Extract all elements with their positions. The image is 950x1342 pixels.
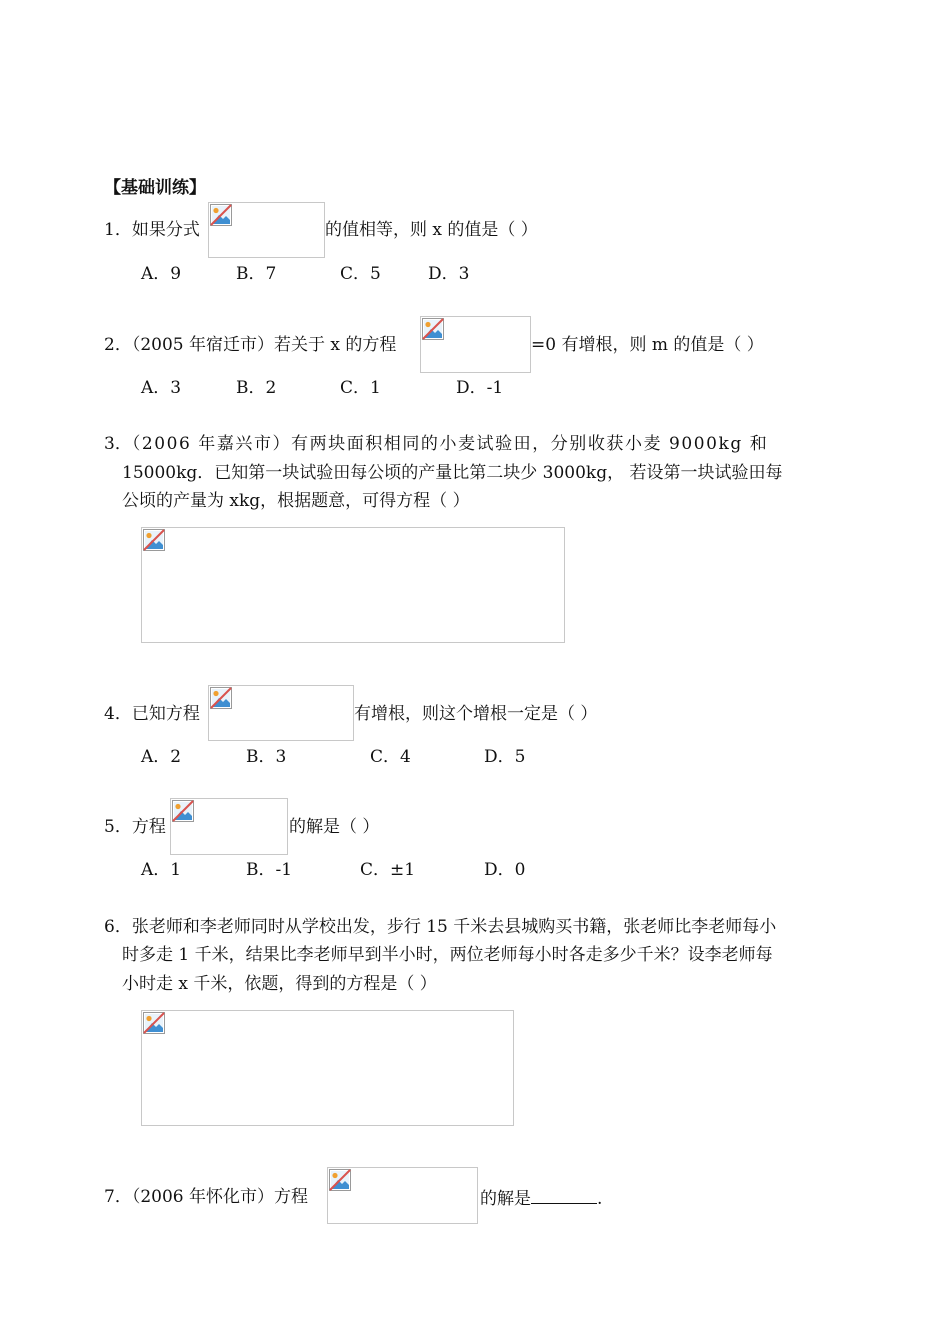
option-b: B．-1 — [246, 860, 293, 880]
broken-image-icon — [172, 800, 194, 822]
option-c: C．4 — [370, 747, 411, 767]
option-d: D．3 — [428, 264, 470, 284]
formula-image — [141, 1010, 514, 1126]
option-d: D．5 — [484, 747, 526, 767]
section-title: 【基础训练】 — [104, 178, 206, 198]
question-text-continued — [480, 1185, 602, 1211]
formula-image — [170, 798, 288, 855]
question-number: 7． — [104, 1187, 132, 1207]
question-text-line1: 张老师和李老师同时从学校出发，步行 15 千米去县城购买书籍，张老师比李老师每小 — [131, 917, 777, 937]
question-number: 3． — [104, 434, 132, 454]
question-number: 2． — [104, 335, 132, 355]
option-c: C．1 — [340, 378, 381, 398]
option-c: C．±1 — [360, 860, 416, 880]
formula-image — [141, 527, 565, 643]
question-text: 如果分式 — [131, 220, 200, 240]
question-text-continued: 有增根，则这个增根一定是（ ） — [354, 704, 598, 724]
question-number: 6． — [104, 917, 132, 937]
question-6 — [104, 915, 776, 939]
option-b: B．7 — [236, 264, 277, 284]
question-text-line1: （2006 年嘉兴市）有两块面积相同的小麦试验田，分别收获小麦 9000kg 和 — [131, 434, 769, 454]
question-7 — [104, 1185, 308, 1209]
option-a: A．2 — [141, 747, 182, 767]
option-a: A．9 — [141, 264, 182, 284]
question-number: 5． — [104, 817, 132, 837]
option-b: B．3 — [246, 747, 287, 767]
question-3 — [104, 432, 768, 456]
question-number: 1． — [104, 220, 132, 240]
formula-image — [420, 316, 531, 373]
broken-image-icon — [329, 1169, 351, 1191]
option-a: A．1 — [141, 860, 182, 880]
question-text: （2005 年宿迁市）若关于 x 的方程 — [131, 335, 397, 355]
broken-image-icon — [210, 204, 232, 226]
option-b: B．2 — [236, 378, 277, 398]
question-text-continued: 的值相等，则 x 的值是（ ） — [325, 220, 538, 240]
question-4 — [104, 702, 200, 726]
answer-blank — [531, 1185, 597, 1204]
question-text-line3: 小时走 x 千米，依题，得到的方程是（ ） — [122, 974, 437, 994]
option-d: D．0 — [484, 860, 526, 880]
question-text-line2: 15000kg．已知第一块试验田每公顷的产量比第二块少 3000kg， 若设第一块试验田每 — [122, 463, 783, 483]
question-text-line3: 公顷的产量为 xkg，根据题意，可得方程（ ） — [122, 491, 470, 511]
question-text-line2: 时多走 1 千米，结果比李老师早到半小时，两位老师每小时各走多少千米？设李老师每 — [122, 945, 773, 965]
question-text: 已知方程 — [131, 704, 200, 724]
question-5 — [104, 815, 166, 839]
question-2 — [104, 333, 396, 357]
formula-image — [208, 685, 354, 741]
question-end: . — [597, 1189, 603, 1209]
formula-image — [208, 202, 325, 258]
broken-image-icon — [422, 318, 444, 340]
broken-image-icon — [210, 687, 232, 709]
formula-image — [327, 1167, 478, 1224]
question-text: 的解是 — [480, 1189, 531, 1209]
broken-image-icon — [143, 529, 165, 551]
question-text-continued: 的解是（ ） — [289, 817, 380, 837]
option-a: A．3 — [141, 378, 182, 398]
option-d: D．-1 — [456, 378, 504, 398]
question-text: （2006 年怀化市）方程 — [131, 1187, 308, 1207]
broken-image-icon — [143, 1012, 165, 1034]
question-text-continued: =0 有增根，则 m 的值是（ ） — [531, 335, 764, 355]
question-number: 4． — [104, 704, 132, 724]
question-1 — [104, 218, 200, 242]
option-c: C．5 — [340, 264, 381, 284]
question-text: 方程 — [131, 817, 166, 837]
